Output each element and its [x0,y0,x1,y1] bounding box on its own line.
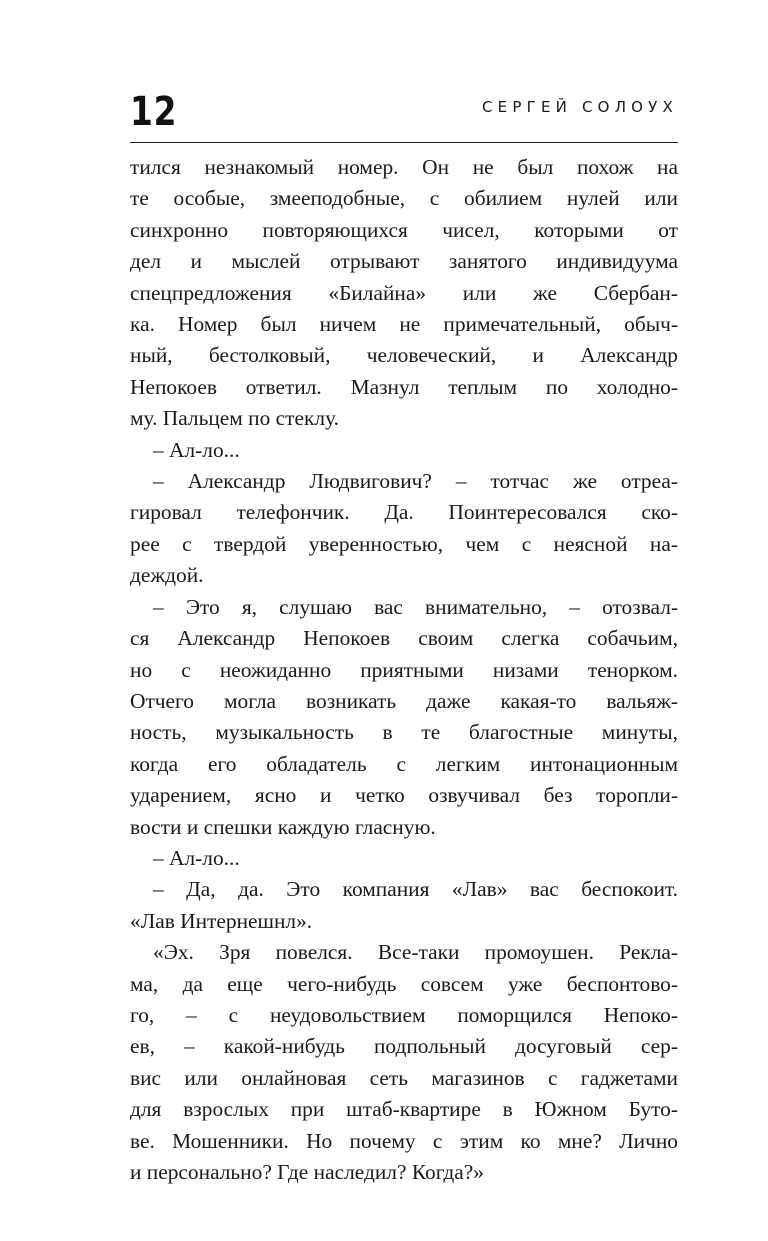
text-line: ма, да еще чего-нибудь совсем уже беспонтово- [130,971,678,996]
text-line: ка. Номер был ничем не примечательный, обыч- [130,312,678,337]
text-line: Непокоев ответил. Мазнул теплым по холодно- [130,374,678,399]
text-line: когда его обладатель с легким интонационным [130,751,678,776]
text-line: вости и спешки каждую гласную. [130,814,436,839]
body-text [130,152,678,1188]
page-number: 12 [130,89,178,135]
dialogue-paragraph [130,874,678,937]
header-rule [130,142,678,143]
text-line: – Ал-ло... [153,437,240,462]
text-line: ность, музыкальность в те благостные минуты, [130,720,678,745]
text-line: му. Пальцем по стеклу. [130,406,339,431]
text-line: – Да, да. Это компания «Лав» вас беспокоит. [153,877,678,902]
text-line: тился незнакомый номер. Он не был похож на [130,155,678,179]
text-line: «Лав Интернешнл». [130,908,313,933]
page-header [130,84,678,144]
text-line: но с неожиданно приятными низами тенорком. [130,657,678,682]
text-line: ве. Мошенники. Но почему с этим ко мне? Лично [130,1128,678,1153]
text-line: дел и мыслей отрывают занятого индивидуума [130,249,678,274]
text-line: деждой. [130,563,204,588]
text-line: и персонально? Где наследил? Когда?» [130,1160,484,1184]
text-line: Отчего могла возникать даже какая-то вальяж- [130,688,678,713]
text-line: для взрослых при штаб-квартире в Южном Буто- [130,1097,678,1122]
text-line: ся Александр Непокоев своим слегка собачьим, [130,626,678,651]
text-line: рее с твердой уверенностью, чем с неясной на- [130,531,678,556]
text-line: – Это я, слушаю вас внимательно, – отозвал- [153,594,678,619]
dialogue-paragraph [130,843,678,874]
dialogue-paragraph [130,435,678,466]
text-line: го, – с неудовольствием поморщился Непоко- [130,1002,678,1027]
paragraph [130,152,678,435]
dialogue-paragraph [130,466,678,592]
text-line: – Ал-ло... [153,845,240,870]
text-line: спецпредложения «Билайна» или же Сбербан- [130,280,678,305]
text-line: те особые, змееподобные, с обилием нулей или [130,186,678,211]
text-line: гировал телефончик. Да. Поинтересовался ско- [130,500,678,525]
text-line: вис или онлайновая сеть магазинов с гаджетами [130,1065,678,1090]
text-line: «Эх. Зря повелся. Все-таки промоушен. Рекла- [153,940,678,965]
text-line: синхронно повторяющихся чисел, которыми от [130,217,678,242]
text-line: ев, – какой-нибудь подпольный досуговый сер- [130,1034,678,1059]
text-line: ный, бестолковый, человеческий, и Александр [130,343,678,368]
running-head-author: СЕРГЕЙ СОЛОУХ [482,98,678,116]
text-line: ударением, ясно и четко озвучивал без торопли- [130,783,678,808]
dialogue-paragraph [130,592,678,843]
paragraph [130,937,678,1188]
text-line: – Александр Людвигович? – тотчас же отреа- [153,469,678,494]
